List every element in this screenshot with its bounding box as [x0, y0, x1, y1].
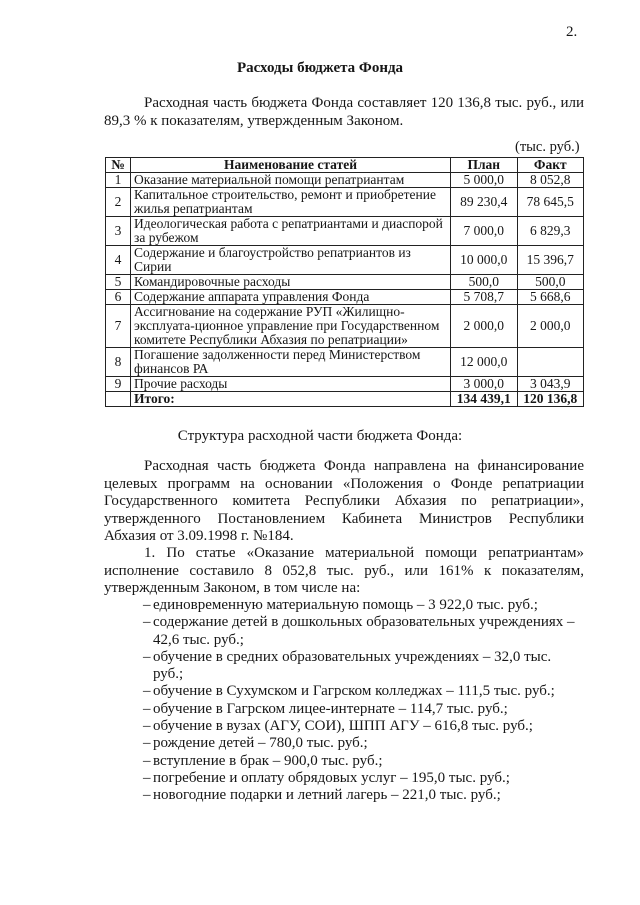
list-item-text: обучение в Сухумском и Гагрском колледжах – 111,5 тыс. руб.;	[153, 683, 555, 700]
row-fact: 3 043,9	[517, 377, 584, 392]
dash-bullet: –	[143, 614, 151, 631]
row-plan: 10 000,0	[451, 246, 518, 275]
dash-bullet: –	[143, 769, 151, 786]
row-plan: 12 000,0	[451, 348, 518, 377]
table-row	[106, 217, 584, 246]
list-item	[143, 701, 583, 718]
table-total-row	[106, 392, 584, 407]
list-item	[143, 597, 583, 614]
row-fact	[517, 348, 584, 377]
list-item	[143, 753, 583, 770]
row-number: 2	[106, 188, 131, 217]
table-row	[106, 377, 584, 392]
row-plan: 5 000,0	[451, 173, 518, 188]
total-fact: 120 136,8	[517, 392, 584, 407]
row-plan: 5 708,7	[451, 290, 518, 305]
row-number: 9	[106, 377, 131, 392]
table-row	[106, 173, 584, 188]
list-item-text: обучение в Гагрском лицее-интернате – 114,7 тыс. руб.;	[153, 700, 508, 717]
row-plan: 500,0	[451, 275, 518, 290]
row-fact: 15 396,7	[517, 246, 584, 275]
dash-bullet: –	[143, 735, 151, 752]
dash-bullet: –	[143, 787, 151, 804]
row-fact: 500,0	[517, 275, 584, 290]
table-row	[106, 290, 584, 305]
table-row	[106, 188, 584, 217]
dash-bullet: –	[143, 683, 151, 700]
row-plan: 7 000,0	[451, 217, 518, 246]
dash-bullet: –	[143, 752, 151, 769]
item1-paragraph: 1. По статье «Оказание материальной помощи репатриантам» исполнение составило 8 052,8 тыс. руб., или 161% к показателям, утвержденным Законом, в том числе на:	[104, 545, 584, 596]
row-plan: 89 230,4	[451, 188, 518, 217]
row-name: Погашение задолженности перед Министерством финансов РА	[131, 348, 451, 377]
row-name: Оказание материальной помощи репатриантам	[131, 173, 451, 188]
dash-bullet: –	[143, 700, 151, 717]
list-item	[143, 614, 583, 649]
list-item	[143, 683, 583, 700]
row-name: Прочие расходы	[131, 377, 451, 392]
row-number: 5	[106, 275, 131, 290]
row-name: Командировочные расходы	[131, 275, 451, 290]
list-item-text: обучение в вузах (АГУ, СОИ), ШПП АГУ – 616,8 тыс. руб.;	[153, 718, 533, 735]
row-name: Содержание и благоустройство репатриантов из Сирии	[131, 246, 451, 275]
table-row	[106, 246, 584, 275]
list-item-text: содержание детей в дошкольных образовательных учреждениях – 42,6 тыс. руб.;	[153, 614, 575, 648]
item1-breakdown-list	[143, 597, 583, 805]
list-item-text: единовременную материальную помощь – 3 922,0 тыс. руб.;	[153, 597, 538, 613]
row-fact: 2 000,0	[517, 305, 584, 348]
list-item	[143, 649, 583, 684]
row-fact: 6 829,3	[517, 217, 584, 246]
table-row	[106, 348, 584, 377]
list-item	[143, 718, 583, 735]
table-units-label: (тыс. руб.)	[515, 139, 580, 155]
list-item	[143, 735, 583, 752]
row-fact: 78 645,5	[517, 188, 584, 217]
table-header-row	[106, 158, 584, 173]
table-row	[106, 305, 584, 348]
row-plan: 2 000,0	[451, 305, 518, 348]
list-item-text: обучение в средних образовательных учреждениях – 32,0 тыс. руб.;	[153, 648, 552, 683]
section-title: Расходы бюджета Фонда	[236, 60, 404, 76]
intro-paragraph: Расходная часть бюджета Фонда составляет 120 136,8 тыс. руб., или 89,3 % к показателям, утвержденным Законом.	[104, 95, 584, 129]
row-name: Капитальное строительство, ремонт и приобретение жилья репатриантам	[131, 188, 451, 217]
page-number: 2.	[566, 24, 578, 40]
row-name: Идеологическая работа с репатриантами и диаспорой за рубежом	[131, 217, 451, 246]
list-item-text: новогодние подарки и летний лагерь – 221,0 тыс. руб.;	[153, 787, 501, 804]
row-fact: 8 052,8	[517, 173, 584, 188]
row-name: Ассигнование на содержание РУП «Жилищно-эксплуата-ционное управление при Государственном комитете Республики Абхазия по репатриации»	[131, 305, 451, 348]
header-fact: Факт	[517, 158, 584, 173]
row-number: 3	[106, 217, 131, 246]
dash-bullet: –	[143, 648, 151, 665]
structure-paragraph: Расходная часть бюджета Фонда направлена на финансирование целевых программ на основании «Положения о Фонде репатриации Государственного комитета Республики Абхазия по репатриации», утвержденного Постановлением Кабинета Министров Республики Абхазия от 3.09.1998 г. №184.	[104, 458, 584, 544]
row-number: 6	[106, 290, 131, 305]
total-plan: 134 439,1	[451, 392, 518, 407]
row-number: 8	[106, 348, 131, 377]
row-number: 7	[106, 305, 131, 348]
dash-bullet: –	[143, 718, 151, 735]
dash-bullet: –	[143, 597, 151, 613]
row-number: 1	[106, 173, 131, 188]
table-row	[106, 275, 584, 290]
total-label: Итого:	[131, 392, 451, 407]
structure-title: Структура расходной части бюджета Фонда:	[177, 428, 463, 444]
row-fact: 5 668,6	[517, 290, 584, 305]
list-item	[143, 787, 583, 804]
list-item-text: рождение детей – 780,0 тыс. руб.;	[153, 735, 368, 752]
header-name: Наименование статей	[131, 158, 451, 173]
row-plan: 3 000,0	[451, 377, 518, 392]
total-number	[106, 392, 131, 407]
row-name: Содержание аппарата управления Фонда	[131, 290, 451, 305]
header-number: №	[106, 158, 131, 173]
budget-expenses-table	[105, 157, 584, 407]
list-item	[143, 770, 583, 787]
list-item-text: погребение и оплату обрядовых услуг – 195,0 тыс. руб.;	[153, 769, 510, 786]
list-item-text: вступление в брак – 900,0 тыс. руб.;	[153, 752, 383, 769]
row-number: 4	[106, 246, 131, 275]
header-plan: План	[451, 158, 518, 173]
